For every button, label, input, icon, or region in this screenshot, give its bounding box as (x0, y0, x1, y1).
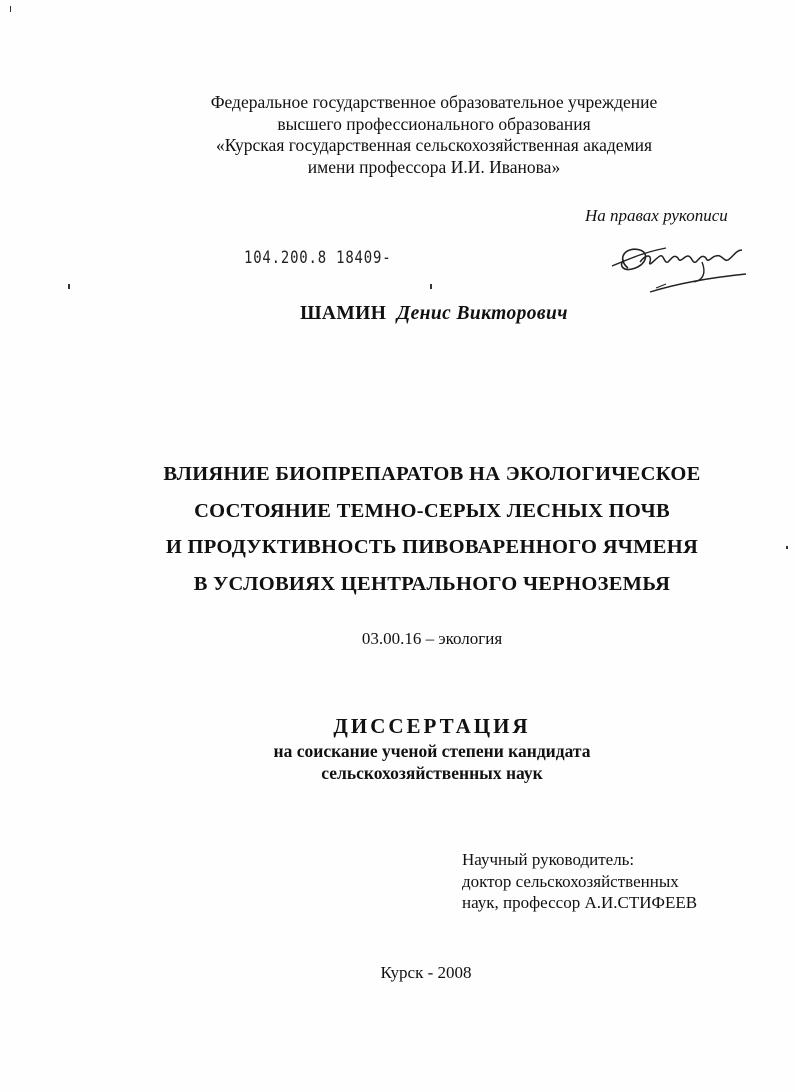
institution-line: Федеральное государственное образовательное учреждение (210, 92, 658, 112)
author-given-names: Денис Викторович (396, 303, 568, 324)
registration-stamp: 104.200.8 18409- (244, 248, 392, 268)
title-line: В УСЛОВИЯХ ЦЕНТРАЛЬНОГО ЧЕРНОЗЕМЬЯ (193, 572, 671, 595)
institution-block (36, 92, 796, 178)
author-name (36, 303, 796, 325)
city-year: Курск - 2008 (380, 963, 472, 982)
handwritten-signature (606, 236, 766, 298)
scan-mark (10, 6, 11, 12)
supervisor-line: доктор сельскохозяйственных (462, 871, 679, 891)
specialty-code: 03.00.16 – экология (361, 629, 503, 648)
dissertation-block (34, 712, 796, 784)
manuscript-note: На правах рукописи (585, 206, 728, 225)
supervisor-line: Научный руководитель: (462, 850, 635, 869)
title-line: И ПРОДУКТИВНОСТЬ ПИВОВАРЕННОГО ЯЧМЕНЯ (165, 536, 699, 558)
scan-mark (430, 284, 432, 289)
title-line: ВЛИЯНИЕ БИОПРЕПАРАТОВ НА ЭКОЛОГИЧЕСКОЕ (163, 463, 701, 485)
supervisor-block (462, 849, 697, 914)
degree-line: сельскохозяйственных наук (321, 763, 543, 783)
institution-line: имени профессора И.И. Иванова» (307, 156, 561, 177)
author-surname: ШАМИН (300, 303, 387, 324)
scan-mark (68, 284, 70, 289)
institution-line: высшего профессионального образования (277, 113, 591, 134)
supervisor-line: наук, профессор А.И.СТИФЕЕВ (462, 893, 698, 912)
dissertation-heading: ДИССЕРТАЦИЯ (333, 714, 531, 738)
institution-line: «Курская государственная сельскохозяйственная академия (215, 135, 653, 155)
dissertation-title (34, 456, 796, 602)
title-line: СОСТОЯНИЕ ТЕМНО-СЕРЫХ ЛЕСНЫХ ПОЧВ (194, 499, 670, 522)
degree-line: на соискание ученой степени кандидата (273, 741, 591, 761)
